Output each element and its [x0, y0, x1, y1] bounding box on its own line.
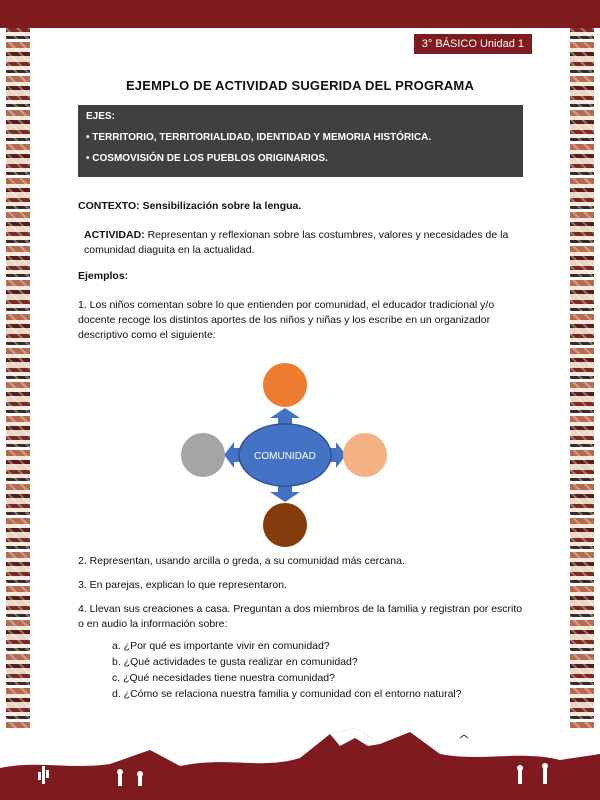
question-item: d. ¿Cómo se relaciona nuestra familia y comunidad con el entorno natural? [112, 688, 462, 700]
ejes-label: EJES: [86, 111, 115, 122]
actividad-label: ACTIVIDAD: [84, 229, 145, 241]
item-4: 4. Llevan sus creaciones a casa. Preguntan a dos miembros de la familia y registran por escrito o en audio la información sobre: [78, 603, 523, 630]
left-circle [181, 433, 225, 477]
actividad-paragraph [84, 228, 514, 258]
right-decorative-border [570, 28, 594, 728]
ejes-box [78, 105, 523, 177]
ejes-item: • COSMOVISIÓN DE LOS PUEBLOS ORIGINARIOS. [86, 153, 328, 164]
top-circle [263, 363, 307, 407]
contexto-text: Sensibilización sobre la lengua. [142, 200, 302, 212]
ejes-item: • TERRITORIO, TERRITORIALIDAD, IDENTIDAD Y MEMORIA HISTÓRICA. [86, 132, 432, 143]
question-list [112, 638, 462, 702]
page-title: EJEMPLO DE ACTIVIDAD SUGERIDA DEL PROGRAMA [125, 78, 475, 93]
actividad-text: Representan y reflexionan sobre las costumbres, valores y necesidades de la comunidad diaguita en la actualidad. [84, 229, 509, 256]
item-1: 1. Los niños comentan sobre lo que entienden por comunidad, el educador tradicional y/o docente recoge los distintos aportes de los niños y niñas y los escribe en un organizador descriptivo como el siguiente: [78, 299, 495, 341]
comunidad-diagram [170, 362, 400, 548]
item-2: 2. Representan, usando arcilla o greda, a su comunidad más cercana. [78, 555, 405, 567]
arrow-left-icon [224, 442, 240, 468]
question-item: c. ¿Qué necesidades tiene nuestra comunidad? [112, 672, 335, 684]
arrow-up-icon [270, 408, 300, 424]
item-3: 3. En parejas, explican lo que representaron. [78, 579, 287, 591]
bottom-circle [263, 503, 307, 547]
center-label: COMUNIDAD [254, 451, 316, 462]
right-circle [343, 433, 387, 477]
contexto-line [78, 200, 301, 212]
question-item: a. ¿Por qué es importante vivir en comunidad? [112, 640, 330, 652]
contexto-label: CONTEXTO: [78, 200, 140, 212]
question-item: b. ¿Qué actividades te gusta realizar en comunidad? [112, 656, 358, 668]
footer-landscape-illustration [0, 710, 600, 800]
header-band [0, 0, 600, 28]
arrow-down-icon [270, 486, 300, 502]
grade-badge: 3° BÁSICO Unidad 1 [414, 34, 532, 54]
ejemplos-heading: Ejemplos: [78, 270, 129, 282]
left-decorative-border [6, 28, 30, 728]
